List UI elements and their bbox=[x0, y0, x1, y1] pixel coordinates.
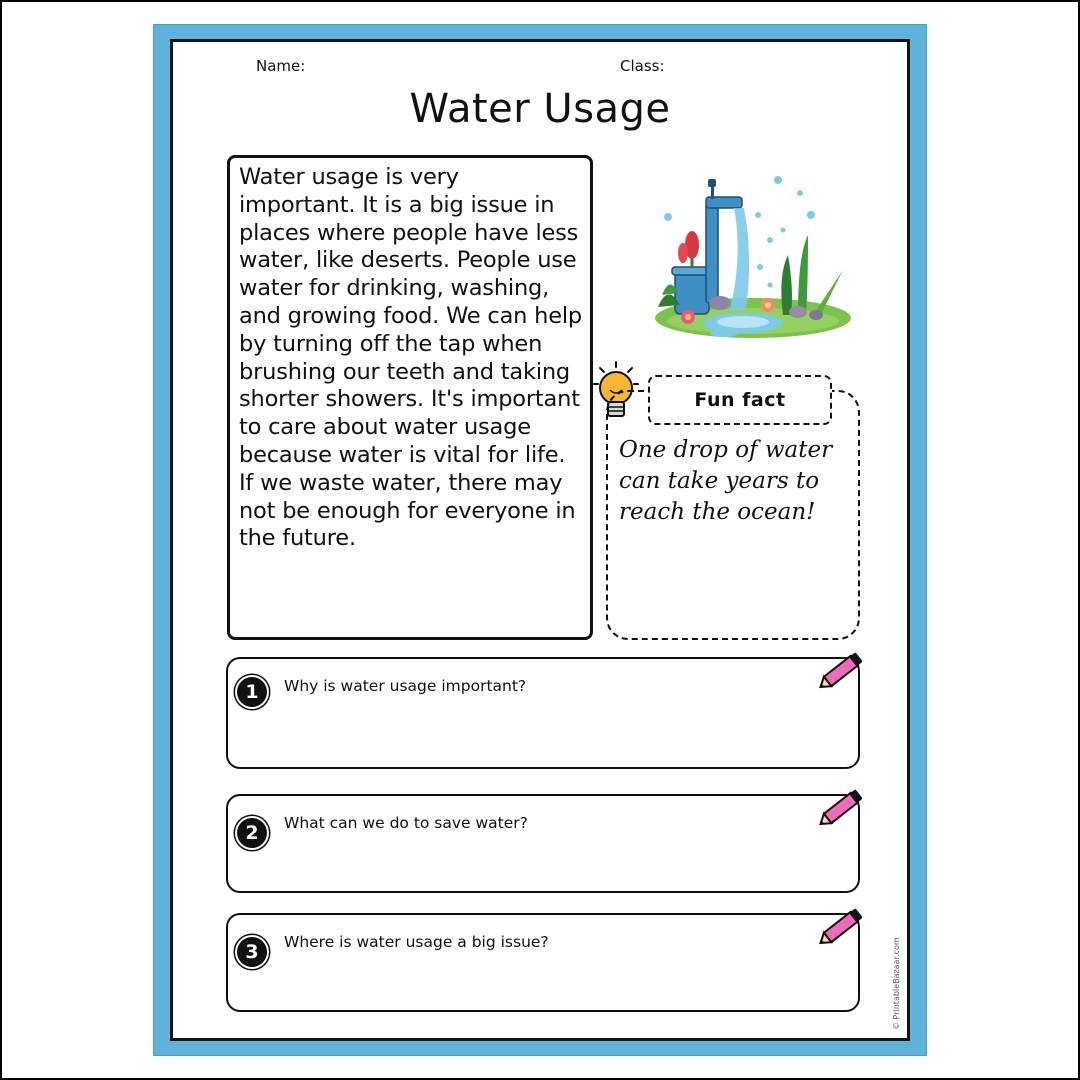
reading-passage-text: Water usage is very important. It is a big issue in places where people have less water, like deserts. People use water for drinking, washing, and growing food. We can help by turning off the tap when brushing our teeth and taking shorter showers. It's important to care about water usage because water is vital for life. If we waste water, there may not be enough for everyone in the future. bbox=[239, 164, 583, 552]
pencil-icon bbox=[814, 905, 868, 949]
pencil-icon bbox=[814, 786, 868, 830]
question-box-3[interactable] bbox=[226, 913, 860, 1012]
fun-fact-heading: Fun fact bbox=[648, 375, 832, 425]
copyright-credit: © PrintableBazaar.com bbox=[892, 937, 901, 1030]
pencil-icon bbox=[814, 649, 868, 693]
class-label: Class: bbox=[620, 57, 665, 75]
question-text: What can we do to save water? bbox=[284, 814, 528, 832]
question-text: Why is water usage important? bbox=[284, 677, 527, 695]
question-number-badge: 3 bbox=[237, 937, 267, 967]
question-number-badge: 1 bbox=[237, 677, 267, 707]
question-number-badge: 2 bbox=[237, 818, 267, 848]
question-box-1[interactable] bbox=[226, 657, 860, 769]
name-label: Name: bbox=[256, 57, 306, 75]
water-tap-illustration bbox=[648, 175, 858, 345]
reading-passage-box bbox=[227, 155, 593, 640]
fun-fact-text: One drop of water can take years to reach the ocean! bbox=[619, 437, 833, 525]
page-title: Water Usage bbox=[409, 86, 671, 132]
question-box-2[interactable] bbox=[226, 794, 860, 893]
question-text: Where is water usage a big issue? bbox=[284, 933, 549, 951]
